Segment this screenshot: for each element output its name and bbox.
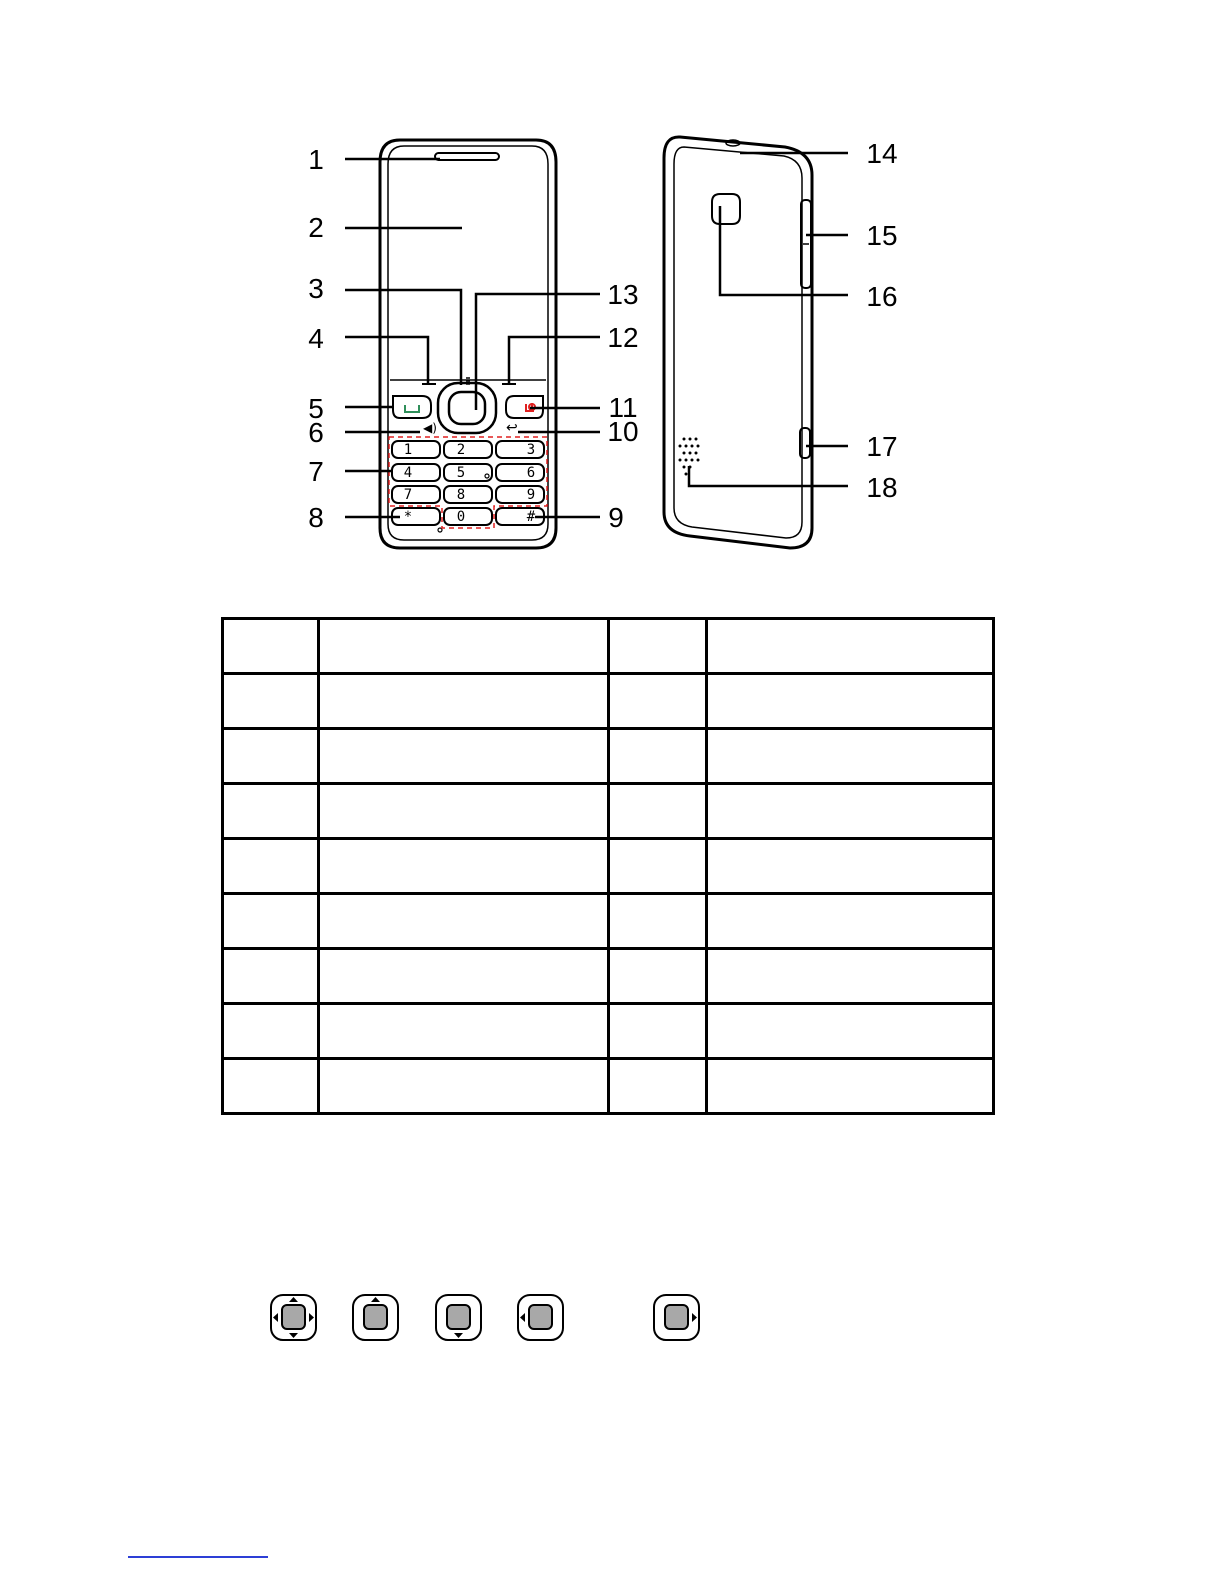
key-4-label: 4 bbox=[403, 465, 413, 481]
table-cell bbox=[319, 839, 609, 894]
nav-all-directions-icon bbox=[271, 1295, 316, 1340]
table-cell bbox=[223, 784, 319, 839]
table-cell bbox=[707, 894, 994, 949]
callout-18: 18 bbox=[866, 472, 898, 503]
footer-link-underline[interactable] bbox=[128, 1556, 268, 1558]
key-7-label: 7 bbox=[403, 487, 413, 503]
navigation-key-icon bbox=[438, 383, 496, 433]
callout-9: 9 bbox=[608, 502, 624, 533]
callout-3: 3 bbox=[308, 273, 324, 304]
table-cell bbox=[319, 949, 609, 1004]
table-cell bbox=[707, 619, 994, 674]
callout-5: 5 bbox=[308, 393, 324, 424]
table-cell bbox=[223, 839, 319, 894]
keypad bbox=[392, 441, 544, 532]
table-row bbox=[223, 619, 994, 674]
callout-4: 4 bbox=[308, 323, 324, 354]
table-cell bbox=[609, 839, 707, 894]
svg-text:↩: ↩ bbox=[506, 420, 518, 436]
svg-text:◀): ◀) bbox=[423, 421, 437, 435]
table-cell bbox=[319, 729, 609, 784]
table-row bbox=[223, 729, 994, 784]
callout-15: 15 bbox=[866, 220, 898, 251]
callout-2: 2 bbox=[308, 212, 324, 243]
table-cell bbox=[319, 894, 609, 949]
callout-10: 10 bbox=[607, 416, 639, 447]
table-cell bbox=[707, 1004, 994, 1059]
key-star-label: * bbox=[403, 509, 413, 525]
table-row bbox=[223, 1004, 994, 1059]
earpiece-icon bbox=[435, 153, 499, 160]
table-cell bbox=[223, 894, 319, 949]
callout-13: 13 bbox=[607, 279, 639, 310]
nav-right-icon bbox=[654, 1295, 699, 1340]
table-row bbox=[223, 894, 994, 949]
table-cell bbox=[609, 674, 707, 729]
table-cell bbox=[223, 674, 319, 729]
table-cell bbox=[223, 1059, 319, 1114]
phone-diagram bbox=[0, 0, 1225, 600]
table-cell bbox=[609, 784, 707, 839]
table-cell bbox=[609, 949, 707, 1004]
key-0-label: 0 bbox=[456, 509, 466, 525]
parts-table bbox=[221, 617, 995, 1115]
callout-6: 6 bbox=[308, 417, 324, 448]
table-cell bbox=[319, 1004, 609, 1059]
table-cell bbox=[707, 784, 994, 839]
key-2-label: 2 bbox=[456, 442, 466, 458]
table-cell bbox=[707, 729, 994, 784]
table-cell bbox=[609, 894, 707, 949]
key-6-label: 6 bbox=[526, 465, 536, 481]
table-cell bbox=[609, 619, 707, 674]
table-cell bbox=[707, 674, 994, 729]
callout-12: 12 bbox=[607, 322, 639, 353]
table-cell bbox=[609, 729, 707, 784]
callout-11: 11 bbox=[608, 392, 638, 423]
key-9-label: 9 bbox=[526, 487, 536, 503]
nav-up-icon bbox=[353, 1295, 398, 1340]
center-key-icon bbox=[449, 392, 485, 424]
table-cell bbox=[319, 674, 609, 729]
table-cell bbox=[223, 619, 319, 674]
table-row bbox=[223, 949, 994, 1004]
navigation-key-icons bbox=[0, 1290, 1225, 1350]
camera-icon bbox=[712, 194, 740, 224]
table-row bbox=[223, 674, 994, 729]
nav-left-icon bbox=[518, 1295, 563, 1340]
call-key-icon bbox=[405, 405, 419, 412]
callout-8: 8 bbox=[308, 502, 324, 533]
leader-lines bbox=[345, 153, 848, 517]
table-cell bbox=[223, 949, 319, 1004]
table-row bbox=[223, 784, 994, 839]
table-cell bbox=[707, 949, 994, 1004]
callout-14: 14 bbox=[866, 138, 898, 169]
callout-1: 1 bbox=[308, 144, 324, 175]
table-cell bbox=[609, 1004, 707, 1059]
key-8-label: 8 bbox=[456, 487, 466, 503]
table-row bbox=[223, 839, 994, 894]
table-cell bbox=[319, 619, 609, 674]
table-cell bbox=[319, 1059, 609, 1114]
table-cell bbox=[223, 729, 319, 784]
callout-17: 17 bbox=[866, 431, 898, 462]
table-cell bbox=[707, 1059, 994, 1114]
nav-down-icon bbox=[436, 1295, 481, 1340]
key-3-label: 3 bbox=[526, 442, 536, 458]
callout-16: 16 bbox=[866, 281, 898, 312]
table-cell bbox=[319, 784, 609, 839]
keypad-highlight-outline bbox=[389, 437, 547, 528]
table-cell bbox=[707, 839, 994, 894]
table-cell bbox=[609, 1059, 707, 1114]
key-5-label: 5 bbox=[456, 465, 466, 481]
table-cell bbox=[223, 1004, 319, 1059]
key-1-label: 1 bbox=[403, 442, 413, 458]
table-row bbox=[223, 1059, 994, 1114]
callout-7: 7 bbox=[308, 456, 324, 487]
key-hash-label: # bbox=[526, 509, 536, 525]
